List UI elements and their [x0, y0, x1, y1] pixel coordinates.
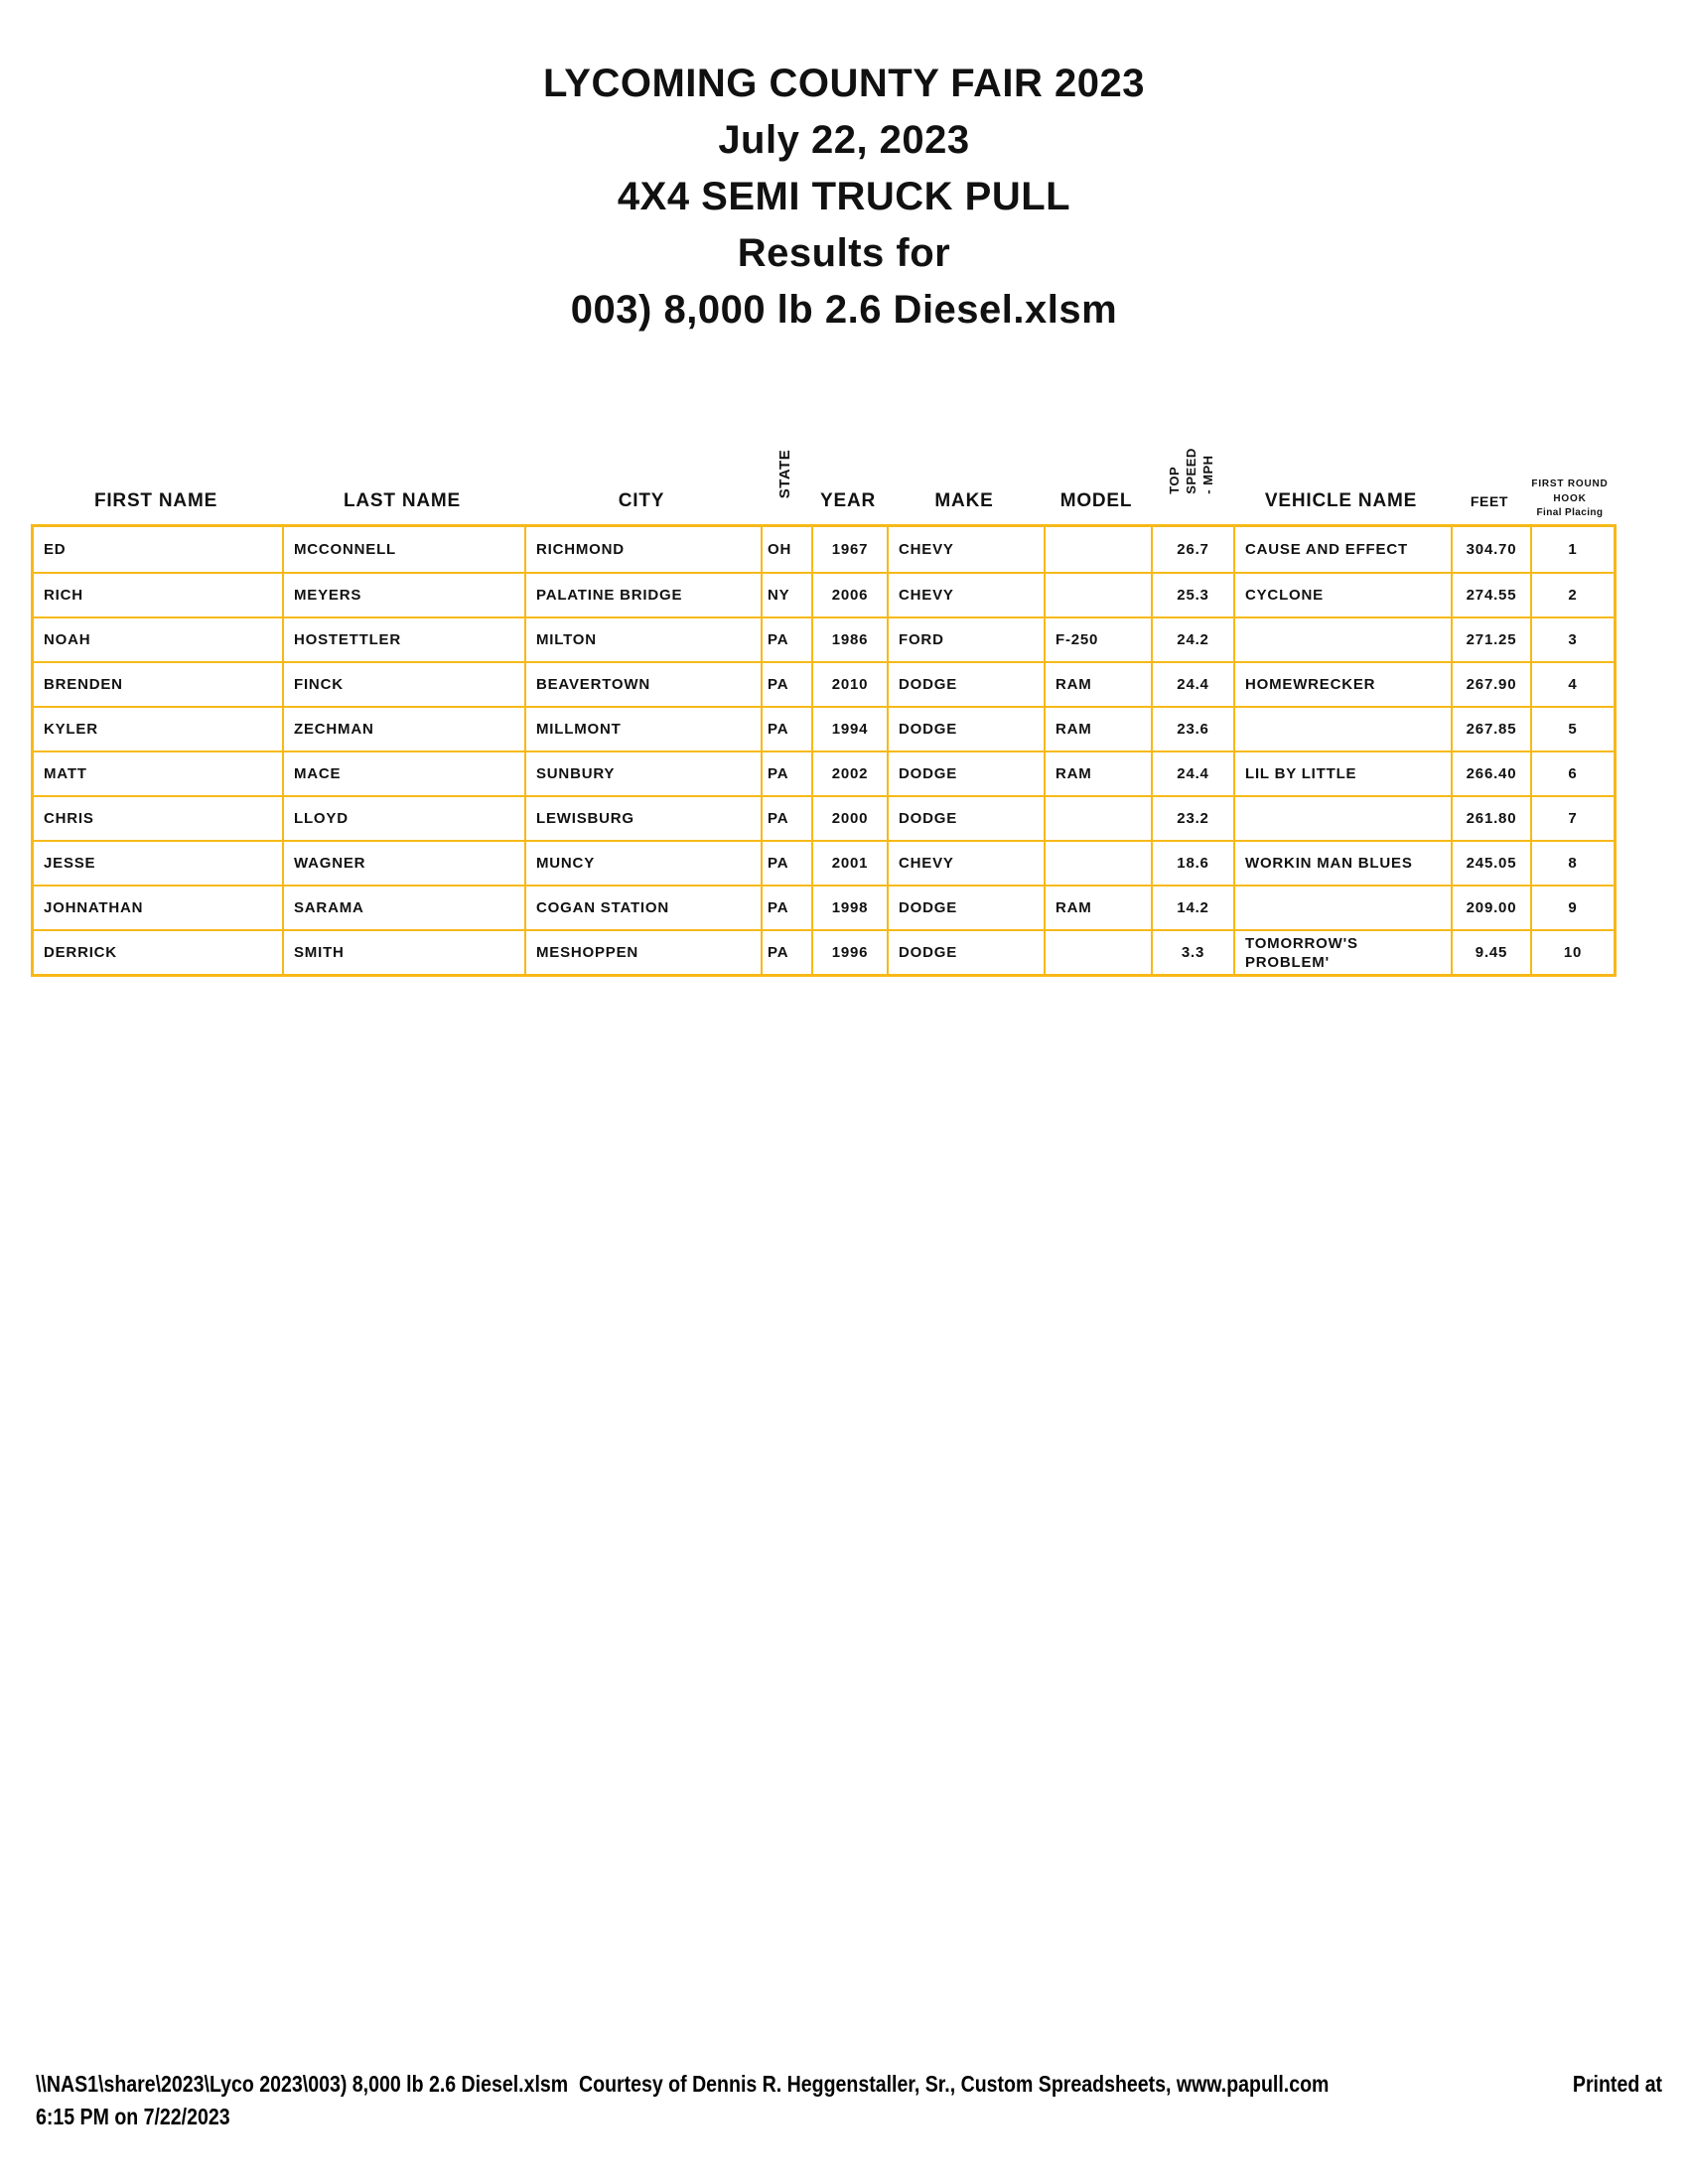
- cell-city: BEAVERTOWN: [526, 663, 763, 706]
- cell-last-name: ZECHMAN: [284, 708, 526, 751]
- cell-top-speed: 26.7: [1153, 527, 1235, 572]
- header-last-name: LAST NAME: [343, 490, 462, 511]
- cell-make: DODGE: [889, 931, 1046, 974]
- cell-vehicle-name: CYCLONE: [1235, 574, 1453, 616]
- cell-top-speed: 18.6: [1153, 842, 1235, 885]
- results-label: Results for: [737, 231, 951, 275]
- cell-model: [1046, 574, 1153, 616]
- header-hook-line2: HOOK: [1553, 493, 1587, 504]
- cell-vehicle-name: [1235, 887, 1453, 929]
- cell-year: 2001: [813, 842, 889, 885]
- table-row: [34, 527, 1614, 572]
- cell-last-name: MCCONNELL: [284, 527, 526, 572]
- cell-vehicle-name: WORKIN MAN BLUES: [1235, 842, 1453, 885]
- footer-file-path: \\NAS1\share\2023\Lyco 2023\003) 8,000 lb 2.6 Diesel.xlsm Courtesy of Dennis R. Heggenstaller, Sr., Custom Spreadsheets, www.papull.com: [36, 2071, 1330, 2097]
- cell-city: SUNBURY: [526, 752, 763, 795]
- event-date: July 22, 2023: [718, 118, 970, 162]
- cell-placing: 9: [1568, 899, 1578, 916]
- cell-make: DODGE: [889, 708, 1046, 751]
- cell-last-name: WAGNER: [284, 842, 526, 885]
- page-footer: [36, 2068, 1663, 2133]
- cell-model: [1046, 527, 1153, 572]
- cell-city: MESHOPPEN: [526, 931, 763, 974]
- cell-state: PA: [763, 797, 813, 840]
- cell-feet: 9.45: [1453, 931, 1532, 974]
- cell-first-name: CHRIS: [34, 797, 284, 840]
- cell-feet: 245.05: [1453, 842, 1532, 885]
- cell-first-name: NOAH: [34, 618, 284, 661]
- header-year: YEAR: [820, 490, 876, 511]
- cell-model: RAM: [1046, 887, 1153, 929]
- table-row: [34, 885, 1614, 929]
- cell-feet: 266.40: [1453, 752, 1532, 795]
- footer-printed-time: 6:15 PM on 7/22/2023: [36, 2104, 230, 2129]
- cell-state: PA: [763, 618, 813, 661]
- cell-placing: 7: [1568, 810, 1578, 827]
- cell-last-name: MACE: [284, 752, 526, 795]
- cell-model: [1046, 931, 1153, 974]
- cell-top-speed: 14.2: [1153, 887, 1235, 929]
- cell-top-speed: 25.3: [1153, 574, 1235, 616]
- header-top-speed-line2: SPEED: [1183, 447, 1198, 494]
- cell-first-name: RICH: [34, 574, 284, 616]
- cell-model: RAM: [1046, 663, 1153, 706]
- cell-last-name: SMITH: [284, 931, 526, 974]
- title-block: [0, 56, 1688, 339]
- cell-last-name: HOSTETTLER: [284, 618, 526, 661]
- header-first-name: FIRST NAME: [93, 490, 218, 511]
- cell-first-name: JESSE: [34, 842, 284, 885]
- cell-make: DODGE: [889, 752, 1046, 795]
- cell-make: FORD: [889, 618, 1046, 661]
- header-city: CITY: [618, 490, 665, 511]
- cell-vehicle-name: TOMORROW'S PROBLEM': [1235, 931, 1453, 974]
- cell-vehicle-name: LIL BY LITTLE: [1235, 752, 1453, 795]
- cell-vehicle-name: [1235, 618, 1453, 661]
- cell-top-speed: 23.2: [1153, 797, 1235, 840]
- cell-vehicle-name: CAUSE AND EFFECT: [1235, 527, 1453, 572]
- cell-feet: 271.25: [1453, 618, 1532, 661]
- cell-placing: 10: [1563, 944, 1583, 961]
- cell-placing: 4: [1568, 676, 1578, 693]
- cell-make: CHEVY: [889, 842, 1046, 885]
- cell-model: RAM: [1046, 752, 1153, 795]
- cell-vehicle-name: [1235, 797, 1453, 840]
- table-row: [34, 616, 1614, 661]
- header-model: MODEL: [1059, 490, 1133, 511]
- table-row: [34, 795, 1614, 840]
- cell-last-name: MEYERS: [284, 574, 526, 616]
- page-title: LYCOMING COUNTY FAIR 2023: [543, 62, 1145, 105]
- header-top-speed-line3: - MPH: [1199, 454, 1215, 494]
- header-hook-line1: FIRST ROUND: [1531, 478, 1609, 489]
- cell-model: [1046, 797, 1153, 840]
- table-row: [34, 706, 1614, 751]
- footer-line1: [36, 2068, 1663, 2101]
- cell-state: PA: [763, 708, 813, 751]
- cell-top-speed: 24.4: [1153, 752, 1235, 795]
- cell-placing: 5: [1568, 721, 1578, 738]
- table-row: [34, 751, 1614, 795]
- cell-feet: 261.80: [1453, 797, 1532, 840]
- cell-vehicle-name: HOMEWRECKER: [1235, 663, 1453, 706]
- cell-city: MUNCY: [526, 842, 763, 885]
- cell-last-name: LLOYD: [284, 797, 526, 840]
- cell-city: RICHMOND: [526, 527, 763, 572]
- header-hook-line3: Final Placing: [1536, 507, 1604, 518]
- header-feet: FEET: [1470, 493, 1509, 509]
- cell-placing: 3: [1568, 631, 1578, 648]
- cell-feet: 267.85: [1453, 708, 1532, 751]
- cell-placing: 2: [1568, 587, 1578, 604]
- cell-first-name: MATT: [34, 752, 284, 795]
- cell-feet: 267.90: [1453, 663, 1532, 706]
- table-column-headers: [31, 421, 1611, 522]
- cell-year: 2000: [813, 797, 889, 840]
- cell-year: 1986: [813, 618, 889, 661]
- cell-top-speed: 23.6: [1153, 708, 1235, 751]
- cell-first-name: BRENDEN: [34, 663, 284, 706]
- cell-top-speed: 24.4: [1153, 663, 1235, 706]
- cell-make: CHEVY: [889, 574, 1046, 616]
- cell-state: PA: [763, 842, 813, 885]
- table-row: [34, 929, 1614, 974]
- cell-feet: 274.55: [1453, 574, 1532, 616]
- cell-year: 2010: [813, 663, 889, 706]
- cell-year: 1998: [813, 887, 889, 929]
- cell-make: CHEVY: [889, 527, 1046, 572]
- header-vehicle-name: VEHICLE NAME: [1264, 490, 1418, 511]
- header-first-round-hook: [1529, 477, 1611, 520]
- cell-year: 2002: [813, 752, 889, 795]
- table-row: [34, 572, 1614, 616]
- footer-line2: [36, 2101, 1628, 2133]
- cell-city: MILLMONT: [526, 708, 763, 751]
- event-name: 4X4 SEMI TRUCK PULL: [617, 175, 1071, 218]
- table-row: [34, 840, 1614, 885]
- cell-make: DODGE: [889, 887, 1046, 929]
- header-state: STATE: [775, 449, 793, 498]
- cell-top-speed: 3.3: [1153, 931, 1235, 974]
- cell-state: PA: [763, 663, 813, 706]
- cell-placing: 8: [1568, 855, 1578, 872]
- cell-first-name: ED: [34, 527, 284, 572]
- header-top-speed-box: [1150, 421, 1232, 520]
- cell-first-name: DERRICK: [34, 931, 284, 974]
- cell-last-name: SARAMA: [284, 887, 526, 929]
- cell-city: COGAN STATION: [526, 887, 763, 929]
- cell-year: 1967: [813, 527, 889, 572]
- cell-feet: 304.70: [1453, 527, 1532, 572]
- cell-state: NY: [763, 574, 813, 616]
- cell-top-speed: 24.2: [1153, 618, 1235, 661]
- cell-feet: 209.00: [1453, 887, 1532, 929]
- header-make: MAKE: [934, 490, 994, 511]
- cell-model: [1046, 842, 1153, 885]
- header-state-box: [760, 429, 810, 518]
- class-file-name: 003) 8,000 lb 2.6 Diesel.xlsm: [570, 288, 1118, 332]
- cell-last-name: FINCK: [284, 663, 526, 706]
- cell-year: 1996: [813, 931, 889, 974]
- cell-state: OH: [763, 527, 813, 572]
- cell-year: 1994: [813, 708, 889, 751]
- cell-placing: 6: [1568, 765, 1578, 782]
- cell-first-name: JOHNATHAN: [34, 887, 284, 929]
- table-row: [34, 661, 1614, 706]
- cell-first-name: KYLER: [34, 708, 284, 751]
- cell-model: F-250: [1046, 618, 1153, 661]
- footer-printed-at-label: Printed at: [1573, 2071, 1663, 2097]
- cell-city: PALATINE BRIDGE: [526, 574, 763, 616]
- cell-vehicle-name: [1235, 708, 1453, 751]
- cell-city: LEWISBURG: [526, 797, 763, 840]
- header-top-speed-line1: TOP: [1166, 466, 1182, 494]
- cell-placing: 1: [1568, 541, 1578, 558]
- cell-make: DODGE: [889, 663, 1046, 706]
- cell-year: 2006: [813, 574, 889, 616]
- cell-state: PA: [763, 887, 813, 929]
- cell-state: PA: [763, 931, 813, 974]
- cell-make: DODGE: [889, 797, 1046, 840]
- cell-model: RAM: [1046, 708, 1153, 751]
- header-top-speed: [1166, 448, 1216, 494]
- results-table: [31, 524, 1617, 977]
- cell-city: MILTON: [526, 618, 763, 661]
- cell-state: PA: [763, 752, 813, 795]
